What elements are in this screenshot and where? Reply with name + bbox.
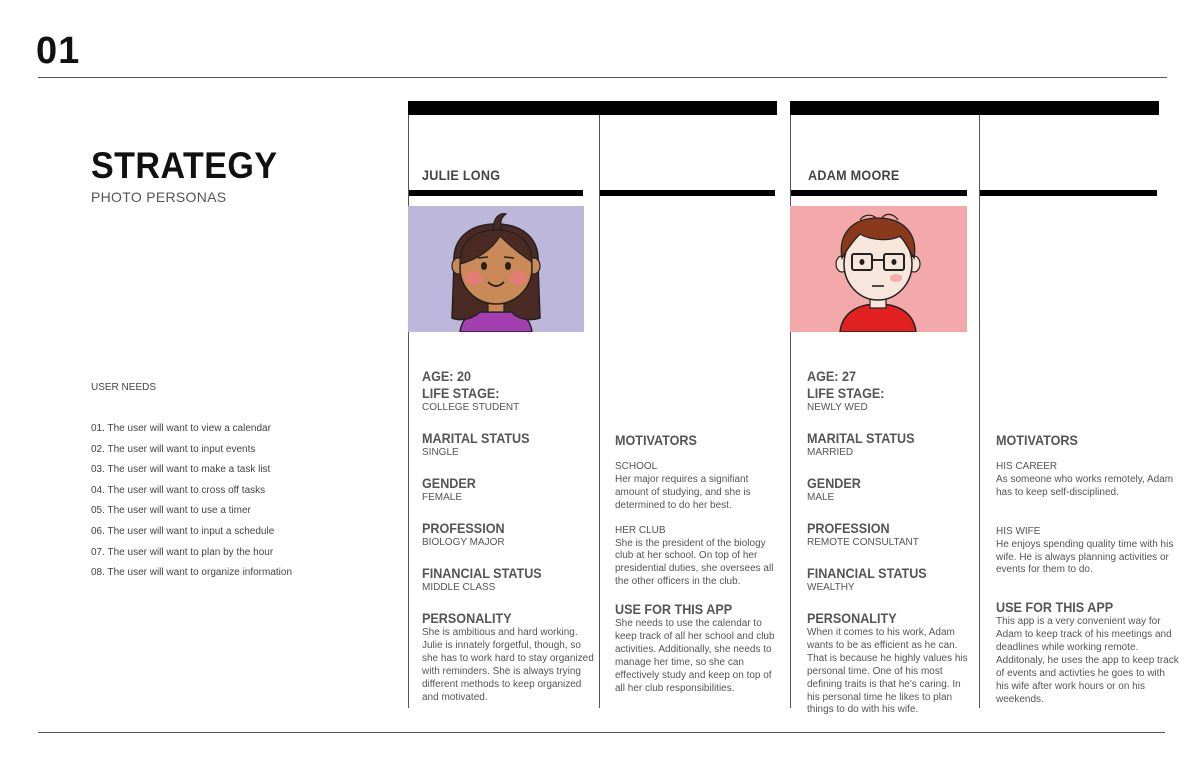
julie-life-stage-label: LIFE STAGE: xyxy=(422,385,500,401)
julie-motivator2-text: She is the president of the biology club at her school. On top of her presidential duties, she oversees all the other officers in the club. xyxy=(615,537,774,588)
adam-personality-label: PERSONALITY xyxy=(807,610,897,626)
julie-profession-label: PROFESSION xyxy=(422,520,505,536)
top-divider xyxy=(38,77,1167,78)
bottom-divider xyxy=(38,732,1165,733)
julie-details xyxy=(422,368,598,704)
adam-motivators-label: MOTIVATORS xyxy=(996,432,1078,448)
adam-personality: When it comes to his work, Adam wants to be as efficient as he can. That is because he highly values his personal time. One of his most defining traits is that he's caring. In his personal time he likes to plan things to do with his wife. xyxy=(807,627,968,716)
adam-motivator1-title: HIS CAREER xyxy=(996,461,1058,472)
page-number: 01 xyxy=(36,30,81,72)
julie-financial: MIDDLE CLASS xyxy=(422,582,496,593)
adam-motivator1-text: As someone who works remotely, Adam has to keep self-disciplined. xyxy=(996,473,1174,498)
page-subtitle: PHOTO PERSONAS xyxy=(91,189,227,205)
adam-marital-label: MARITAL STATUS xyxy=(807,430,915,446)
user-need-item: 03. The user will want to make a task list xyxy=(91,464,271,476)
user-need-item: 08. The user will want to organize information xyxy=(91,567,293,579)
julie-avatar-illustration xyxy=(408,206,584,332)
julie-name-bar xyxy=(408,190,583,196)
user-needs-heading: USER NEEDS xyxy=(91,382,157,393)
adam-gender: MALE xyxy=(807,492,835,503)
julie-personality-label: PERSONALITY xyxy=(422,610,512,626)
adam-use-label: USE FOR THIS APP xyxy=(996,599,1114,616)
adam-motivator2-title: HIS WIFE xyxy=(996,525,1041,537)
adam-life-stage-label: LIFE STAGE: xyxy=(807,385,885,401)
julie-details-bar xyxy=(600,190,775,196)
column-divider xyxy=(599,115,600,708)
julie-motivator1-text: Her major requires a signifiant amount of studying, and she is determined to do her best. xyxy=(615,473,751,511)
adam-financial-label: FINANCIAL STATUS xyxy=(807,565,927,581)
user-need-item: 07. The user will want to plan by the hour xyxy=(91,546,274,558)
julie-motivators-label: MOTIVATORS xyxy=(615,432,697,448)
user-need-item: 04. The user will want to cross off tasks xyxy=(91,484,266,496)
julie-gender-label: GENDER xyxy=(422,475,476,491)
adam-name-bar xyxy=(790,190,967,196)
julie-top-bar xyxy=(408,101,777,115)
julie-motivators xyxy=(615,432,783,696)
adam-details xyxy=(807,368,975,717)
user-need-item: 05. The user will want to use a timer xyxy=(91,505,251,517)
julie-age: AGE: 20 xyxy=(422,368,472,384)
user-need-item: 02. The user will want to input events xyxy=(91,443,256,455)
julie-motivator2-title: HER CLUB xyxy=(615,524,666,536)
julie-marital: SINGLE xyxy=(422,447,459,458)
adam-age: AGE: 27 xyxy=(807,368,857,384)
persona-name-adam: ADAM MOORE xyxy=(808,167,900,183)
julie-financial-label: FINANCIAL STATUS xyxy=(422,565,542,581)
julie-profession: BIOLOGY MAJOR xyxy=(422,537,505,548)
julie-use-text: She needs to use the calendar to keep track of all her school and club activities. Additionally, she needs to manage her time, so she can effectively study and keep on top of all her club responsibilities. xyxy=(615,618,775,694)
julie-motivator1-title: SCHOOL xyxy=(615,461,658,472)
adam-profession: REMOTE CONSULTANT xyxy=(807,537,919,548)
user-need-item: 06. The user will want to input a schedule xyxy=(91,525,275,537)
adam-details-bar xyxy=(980,190,1157,196)
julie-marital-label: MARITAL STATUS xyxy=(422,430,530,446)
julie-personality: She is ambitious and hard working. Julie is innately forgetful, though, so she has to work hard to stay organized with reminders. She is always trying different methods to keep organized and motivated. xyxy=(422,627,594,703)
column-divider xyxy=(790,115,791,708)
julie-gender: FEMALE xyxy=(422,492,463,503)
adam-gender-label: GENDER xyxy=(807,475,861,491)
adam-top-bar xyxy=(790,101,1159,115)
julie-use-label: USE FOR THIS APP xyxy=(615,601,733,618)
adam-motivator2-text: He enjoys spending quality time with his wife. He is always planning activities or events for them to do. xyxy=(996,538,1174,576)
adam-profession-label: PROFESSION xyxy=(807,520,890,536)
column-divider xyxy=(408,115,409,708)
adam-motivators xyxy=(996,432,1180,707)
user-need-item: 01. The user will want to view a calendar xyxy=(91,423,271,434)
adam-financial: WEALTHY xyxy=(807,582,855,593)
adam-marital: MARRIED xyxy=(807,447,854,458)
persona-name-julie: JULIE LONG xyxy=(422,167,501,183)
julie-life-stage: COLLEGE STUDENT xyxy=(422,402,520,413)
column-divider xyxy=(979,115,980,708)
adam-avatar-illustration xyxy=(790,206,967,332)
page-title: STRATEGY xyxy=(91,145,278,186)
user-needs-list xyxy=(91,423,292,588)
adam-use-text: This app is a very convenient way for Adam to keep track of his meetings and deadlines while working remote. Additonaly, he uses the app to keep track of events and activties he goes to with his wife after work hours or on his weekends. xyxy=(996,616,1179,705)
adam-life-stage: NEWLY WED xyxy=(807,402,868,413)
